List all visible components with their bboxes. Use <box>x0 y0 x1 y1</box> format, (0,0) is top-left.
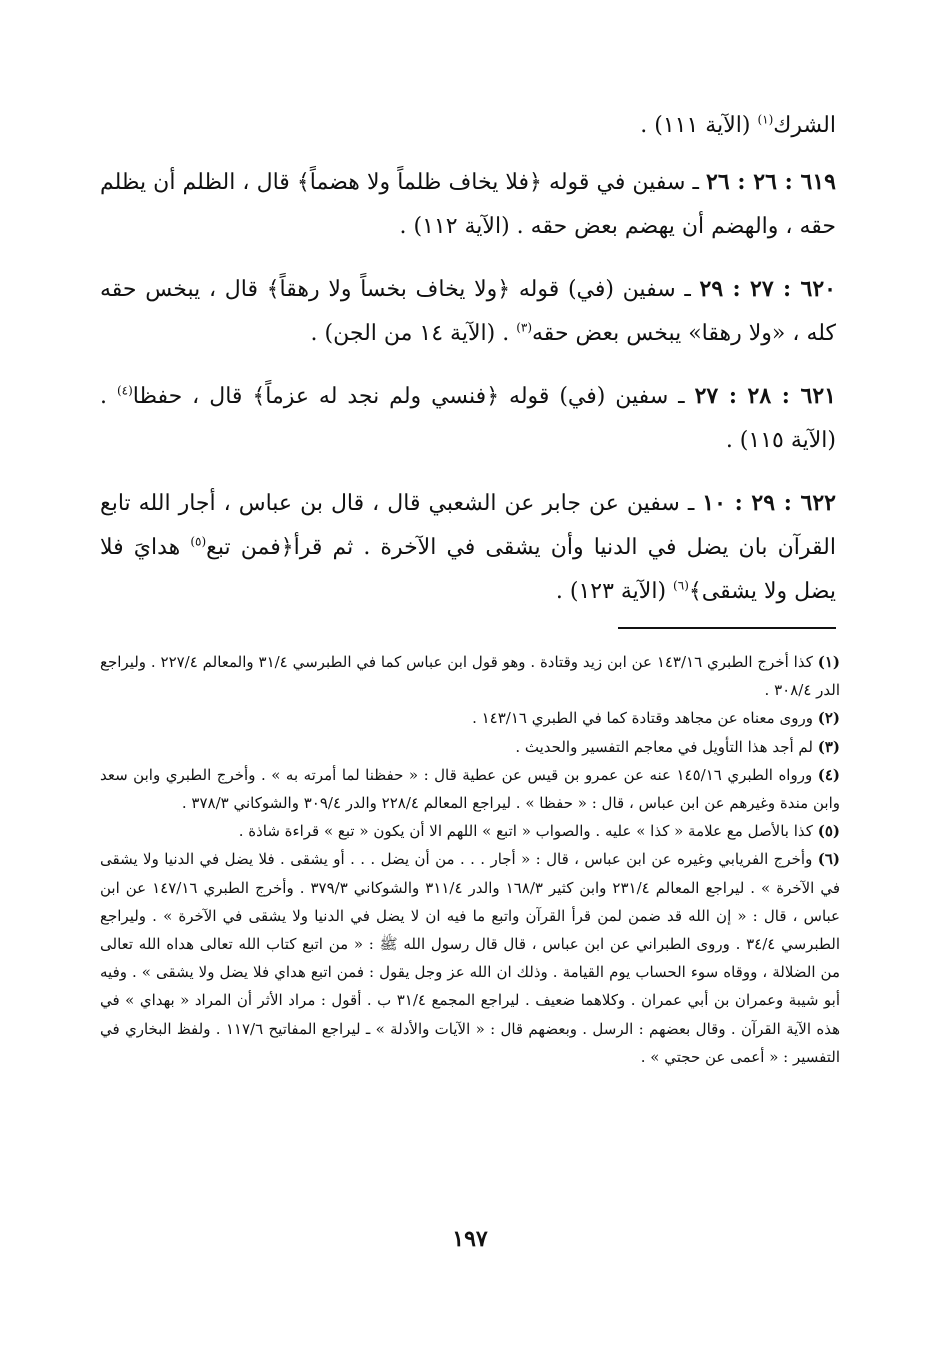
entry-reference: ٦٢٠ : ٢٧ : ٢٩ <box>699 276 836 302</box>
entry-621 <box>100 374 836 463</box>
entry-text: الشرك <box>773 113 836 138</box>
entry-tail: . (الآية ١٤ من الجن) . <box>310 321 517 346</box>
footnote-text: ورواه الطبري ١٤٥/١٦ عنه عن عمرو بن قيس عن عطية قال : « حفظنا لما أمرته به » . وأخرج الطبري وابن سعد وابن مندة وغيرهم عن ابن عباس ، قال : « حفظا » . ليراجع المعالم ٢٢٨/٤ والدر ٣٠٩/٤ والشوكاني ٣٧٨/٣ . <box>100 765 840 813</box>
entry-text: ـ سفين (في) قوله ﴿فنسي ولم نجد له عزماً﴾ قال ، حفظا <box>132 384 695 409</box>
page-number: ١٩٧ <box>452 1226 488 1252</box>
footnote-marker: (٣) <box>516 320 533 335</box>
entry-text: ـ سفين (في) قوله ﴿ولا يخاف بخساً ولا رهقاً﴾ قال ، يبخس حقه كله ، «ولا رهقا» يبخس بعض حقه <box>100 277 836 346</box>
entry-text: ـ سفين في قوله ﴿فلا يخاف ظلماً ولا هضماً﴾ قال ، الظلم أن يظلم حقه ، والهضم أن يهضم بعض حقه . (الآية ١١٢) . <box>100 170 836 239</box>
footnote-text: كذا بالأصل مع علامة « كذا » عليه . والصواب « اتبع » اللهم الا أن يكون « تبع » قراءة شاذة . <box>238 822 818 841</box>
footnote-text: كذا أخرج الطبري ١٤٣/١٦ عن ابن زيد وقتادة . وهو قول ابن عباس كما في الطبرسي ٣١/٤ والمعالم ٢٢٧/٤ . وليراجع الدر ٣٠٨/٤ . <box>100 653 840 700</box>
entry-reference: ٦٢٢ : ٢٩ : ١٠ <box>702 490 836 516</box>
entry-619 <box>100 160 836 249</box>
footnote-marker: (٤) <box>116 383 133 398</box>
entry-text-continued: هدايَ فلا يضل ولا يشقى﴾ <box>100 535 836 604</box>
footnote-text: وأخرج الفريابي وغيره عن ابن عباس ، قال : « أجار . . . من أن يضل . . . أو يشقى . فلا يضل في الدنيا ولا يشقى في الآخرة » . ليراجع المعالم ٢٣١/٤ وابن كثير ١٦٨/٣ والدر ٣١١/٤ والشوكاني ٣٧٩/٣ . وأخرج الطبري ١٤٧/١٦ عن ابن عباس ، قال : « إن الله قد ضمن لمن قرأ القرآن واتبع ما فيه ان لا يضل في الدنيا ولا يشقى في الآخرة » . وليراجع الطبرسي ٣٤/٤ . وروى الطبراني عن ابن عباس ، قال قال رسول الله ﷺ : « من اتبع كتاب الله تعالى هداه الله تعالى من الضلالة ، ووقاه سوء الحساب يوم القيامة . وذلك ان الله عز وجل يقول : فمن اتبع هداي فلا يضل ولا يشقى » . وفيه أبو شيبة وعمران بن أبي عمران . وكلاهما ضعيف . ليراجع المجمع ٣١/٤ ب . أقول : مراد الأثر أن المراد « بهداي » في هذه الآية القرآن . وقال بعضهم : الرسل . وبعضهم قال : « الآيات والأدلة » ـ ليراجع المفاتيح ١١٧/٦ . ولفظ البخاري في التفسير : « أعمى عن حجتي » . <box>100 850 841 1066</box>
entry-reference: ٦٢١ : ٢٨ : ٢٧ <box>694 383 836 409</box>
footnote-number: (٤) <box>817 765 840 784</box>
footnote-3 <box>100 733 840 761</box>
entry-tail: . (الآية ١١٥) . <box>100 384 836 453</box>
footnote-number: (٢) <box>817 709 840 728</box>
footnote-4 <box>100 761 840 817</box>
footnote-number: (٦) <box>817 850 840 869</box>
footnote-number: (٣) <box>817 737 840 756</box>
entry-620 <box>100 267 836 356</box>
entry-622 <box>100 481 836 614</box>
entry-text: ـ سفين عن جابر عن الشعبي قال ، قال بن عباس ، أجار الله تابع القرآن بان يضل في الدنيا وأن يشقى في الآخرة . ثم قرأ﴿فمن تبع <box>100 491 836 560</box>
entry-tail: (الآية ١١١) . <box>640 113 758 138</box>
footnote-separator <box>618 627 836 629</box>
entry-tail: (الآية ١٢٣) . <box>555 579 674 604</box>
footnote-text: لم أجد هذا التأويل في معاجم التفسير والحديث . <box>515 737 818 756</box>
footnote-number: (١) <box>817 653 840 671</box>
footnote-2 <box>100 704 840 732</box>
footnote-marker: (١) <box>757 112 774 127</box>
main-text <box>100 104 836 632</box>
entry-continuation <box>100 104 836 148</box>
footnote-marker: (٥) <box>190 534 207 549</box>
entry-reference: ٦١٩ : ٢٦ : ٢٦ <box>706 169 836 195</box>
footnote-5 <box>100 817 840 845</box>
footnote-6 <box>100 845 840 1071</box>
footnote-number: (٥) <box>817 822 840 841</box>
footnote-marker: (٦) <box>673 578 689 593</box>
footnote-1 <box>100 648 840 704</box>
footnotes <box>100 648 840 1071</box>
footnote-text: وروى معناه عن مجاهد وقتادة كما في الطبري ١٤٣/١٦ . <box>472 709 818 728</box>
